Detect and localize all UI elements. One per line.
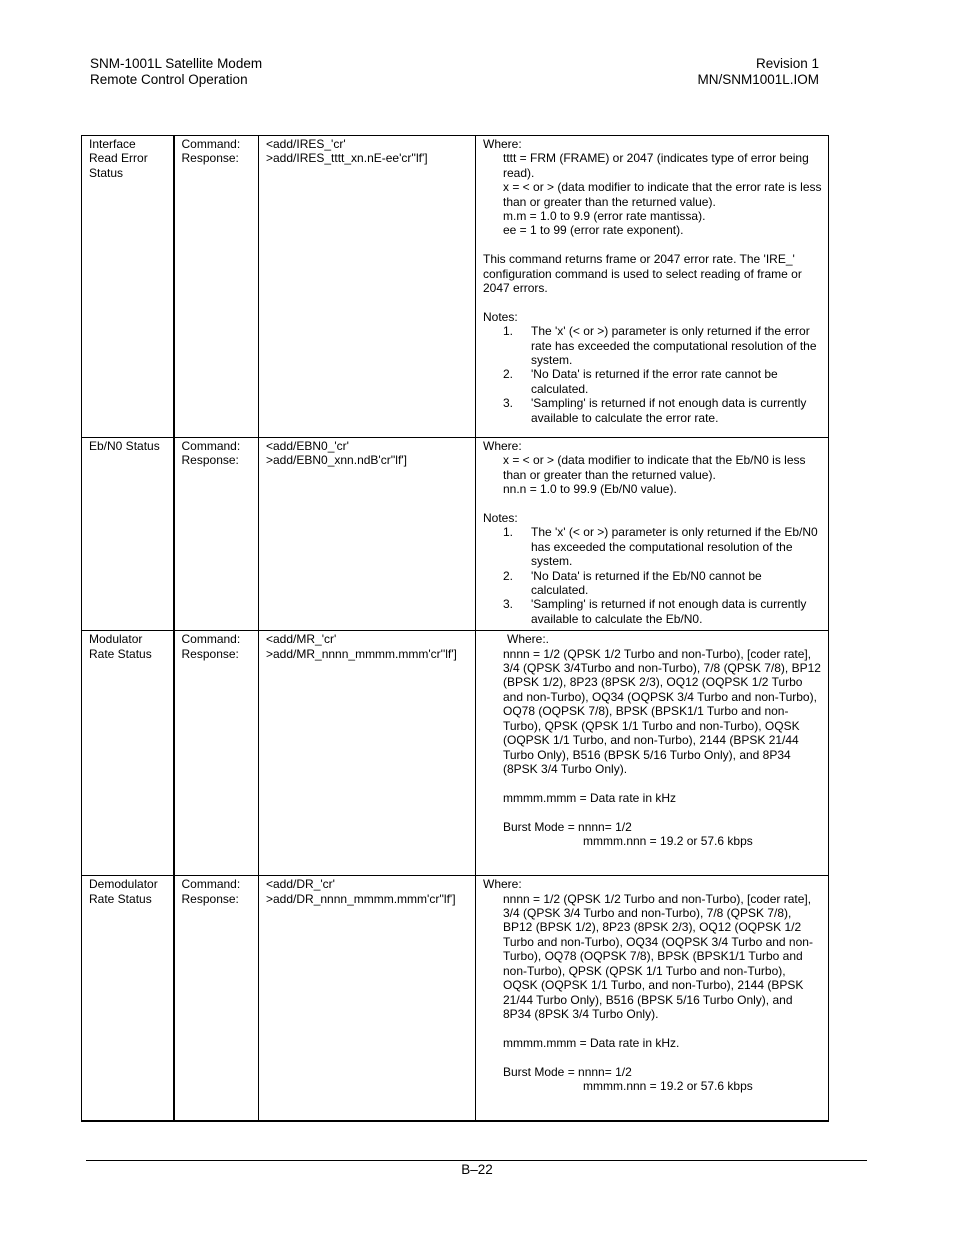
where-item: x = < or > (data modifier to indicate that the error rate is less than or greater than the returned value). — [503, 180, 822, 209]
note-number: 2. — [503, 367, 514, 382]
where-item: nnnn = 1/2 (QPSK 1/2 Turbo and non-Turbo), [coder rate], 3/4 (QPSK 3/4Turbo and non-Turbo), 7/8 (QPSK 7/8), BP12 (BPSK 1/2), 8P23 (8PSK 2/3), OQ12 (OQPSK 1/2 Turbo and non-Turbo), OQ34 (OQPSK 3/4 Turbo and non-Turbo), OQ78 (OQPSK 7/8), BPSK (BPSK1/1 Turbo and non-Turbo), QPSK (QPSK 1/1 Turbo and non-Turbo), OQSK (OQPSK 1/1 Turbo, and non-Turbo), 2144 (BPSK 21/44 Turbo Only), B516 (BPSK 5/16 Turbo Only), and 8P34 (8PSK 3/4 Turbo Only). — [503, 646, 821, 776]
parameter-name: Demodulator Rate Status — [82, 876, 174, 1121]
note-text: The 'x' (< or >) parameter is only returned if the Eb/N0 has exceeded the computational resolution of the system. — [531, 525, 818, 569]
response-label: Response: — [181, 151, 239, 166]
command-label: Command: — [181, 439, 241, 453]
note-text: 'No Data' is returned if the Eb/N0 cannot be calculated. — [531, 568, 762, 598]
where-label: Where: — [483, 439, 522, 453]
note-item — [483, 324, 822, 367]
parameter-name: Interface Read Error Status — [82, 136, 174, 438]
burst-mode-rate: mmmm.nnn = 19.2 or 57.6 kbps — [583, 833, 753, 848]
description-cell — [476, 631, 829, 876]
note-item — [483, 367, 822, 396]
description-cell — [476, 876, 829, 1121]
where-label: Where: — [483, 877, 522, 892]
syntax-cell — [259, 136, 476, 438]
command-label: Command: — [181, 632, 241, 647]
label-cell — [174, 631, 259, 876]
response-syntax: >add/EBN0_xnn.ndB'cr''lf'] — [266, 453, 407, 468]
note-text: 'Sampling' is returned if not enough data is currently available to calculate the Eb/N0. — [531, 597, 807, 626]
burst-mode-rate: mmmm.nnn = 19.2 or 57.6 kbps — [583, 1078, 753, 1093]
note-text: 'No Data' is returned if the error rate cannot be calculated. — [531, 367, 778, 396]
table-row — [82, 136, 829, 438]
response-label: Response: — [181, 891, 239, 906]
response-label: Response: — [181, 453, 239, 468]
table-row — [82, 631, 829, 876]
parameter-name: Eb/N0 Status — [82, 438, 174, 631]
response-syntax: >add/MR_nnnn_mmmm.mmm'cr''lf'] — [266, 646, 457, 661]
syntax-cell — [259, 438, 476, 631]
parameter-name: Modulator Rate Status — [82, 631, 174, 876]
where-item: ee = 1 to 99 (error rate exponent). — [503, 223, 684, 238]
label-cell — [174, 876, 259, 1121]
command-label: Command: — [181, 877, 241, 892]
syntax-cell — [259, 876, 476, 1121]
where-label: Where: — [483, 137, 522, 151]
note-item — [483, 597, 822, 626]
description-cell — [476, 438, 829, 631]
description-cell — [476, 136, 829, 438]
note-number: 3. — [503, 396, 514, 411]
command-syntax: <add/EBN0_'cr' — [266, 439, 349, 453]
table-row — [82, 438, 829, 631]
label-cell — [174, 438, 259, 631]
note-text: The 'x' (< or >) parameter is only returned if the error rate has exceeded the computational resolution of the system. — [531, 324, 817, 368]
syntax-cell — [259, 631, 476, 876]
note-item — [483, 569, 822, 598]
footer-rule — [86, 1160, 867, 1161]
burst-mode-line: Burst Mode = nnnn= 1/2 — [503, 819, 632, 834]
command-table — [81, 135, 829, 1122]
where-item: nn.n = 1.0 to 99.9 (Eb/N0 value). — [503, 482, 677, 497]
page-number: B–22 — [461, 1162, 493, 1177]
command-syntax: <add/IRES_'cr' — [266, 137, 346, 151]
where-label: Where:. — [507, 632, 550, 647]
where-item: nnnn = 1/2 (QPSK 1/2 Turbo and non-Turbo), [coder rate], 3/4 (QPSK 3/4 Turbo and non-Turbo), 7/8 (QPSK 7/8), BP12 (BPSK 1/2), 8P23 (8PSK 2/3), OQ12 (OQPSK 1/2 Turbo and non-Turbo), OQ34 (OQPSK 3/4 Turbo and non-Turbo), OQ78 (OQPSK 7/8), BPSK (BPSK1/1 Turbo and non-Turbo), QPSK (QPSK 1/1 Turbo and non-Turbo), OQSK (OQPSK 1/1 Turbo, and non-Turbo), 2144 (BPSK 21/44 Turbo Only), B516 (BPSK 5/16 Turbo Only), and 8P34 (8PSK 3/4 Turbo Only). — [503, 891, 813, 1021]
note-number: 3. — [503, 597, 514, 612]
table-row — [82, 876, 829, 1121]
document-number: MN/SNM1001L.IOM — [697, 72, 819, 87]
notes-label: Notes: — [483, 511, 518, 526]
description-paragraph: This command returns frame or 2047 error rate. The 'IRE_' configuration command is used to select reading of frame or 2047 errors. — [483, 252, 802, 296]
response-label: Response: — [181, 646, 239, 661]
response-syntax: >add/IRES_tttt_xn.nE-ee'cr''lf'] — [266, 151, 428, 166]
where-item: m.m = 1.0 to 9.9 (error rate mantissa). — [503, 209, 706, 224]
note-text: 'Sampling' is returned if not enough data is currently available to calculate the error rate. — [531, 396, 807, 425]
note-number: 1. — [503, 324, 514, 339]
command-label: Command: — [181, 137, 241, 151]
note-item — [483, 396, 822, 425]
command-syntax: <add/MR_'cr' — [266, 632, 337, 647]
page-header-left — [90, 56, 262, 88]
section-title: Remote Control Operation — [90, 72, 248, 87]
note-number: 1. — [503, 525, 514, 540]
document-title: SNM-1001L Satellite Modem — [90, 56, 263, 71]
revision-label: Revision 1 — [755, 56, 819, 71]
page-header-right — [697, 56, 819, 88]
label-cell — [174, 136, 259, 438]
response-syntax: >add/DR_nnnn_mmmm.mmm'cr''lf'] — [266, 891, 456, 906]
where-item: mmmm.mmm = Data rate in kHz — [503, 790, 677, 805]
note-item — [483, 525, 822, 568]
where-item: x = < or > (data modifier to indicate that the Eb/N0 is less than or greater than the returned value). — [503, 453, 806, 482]
burst-mode-line: Burst Mode = nnnn= 1/2 — [503, 1064, 632, 1079]
where-item: mmmm.mmm = Data rate in kHz. — [503, 1035, 680, 1050]
notes-label: Notes: — [483, 309, 518, 324]
command-syntax: <add/DR_'cr' — [266, 877, 335, 892]
where-item: tttt = FRM (FRAME) or 2047 (indicates type of error being read). — [503, 151, 809, 180]
note-number: 2. — [503, 568, 514, 583]
